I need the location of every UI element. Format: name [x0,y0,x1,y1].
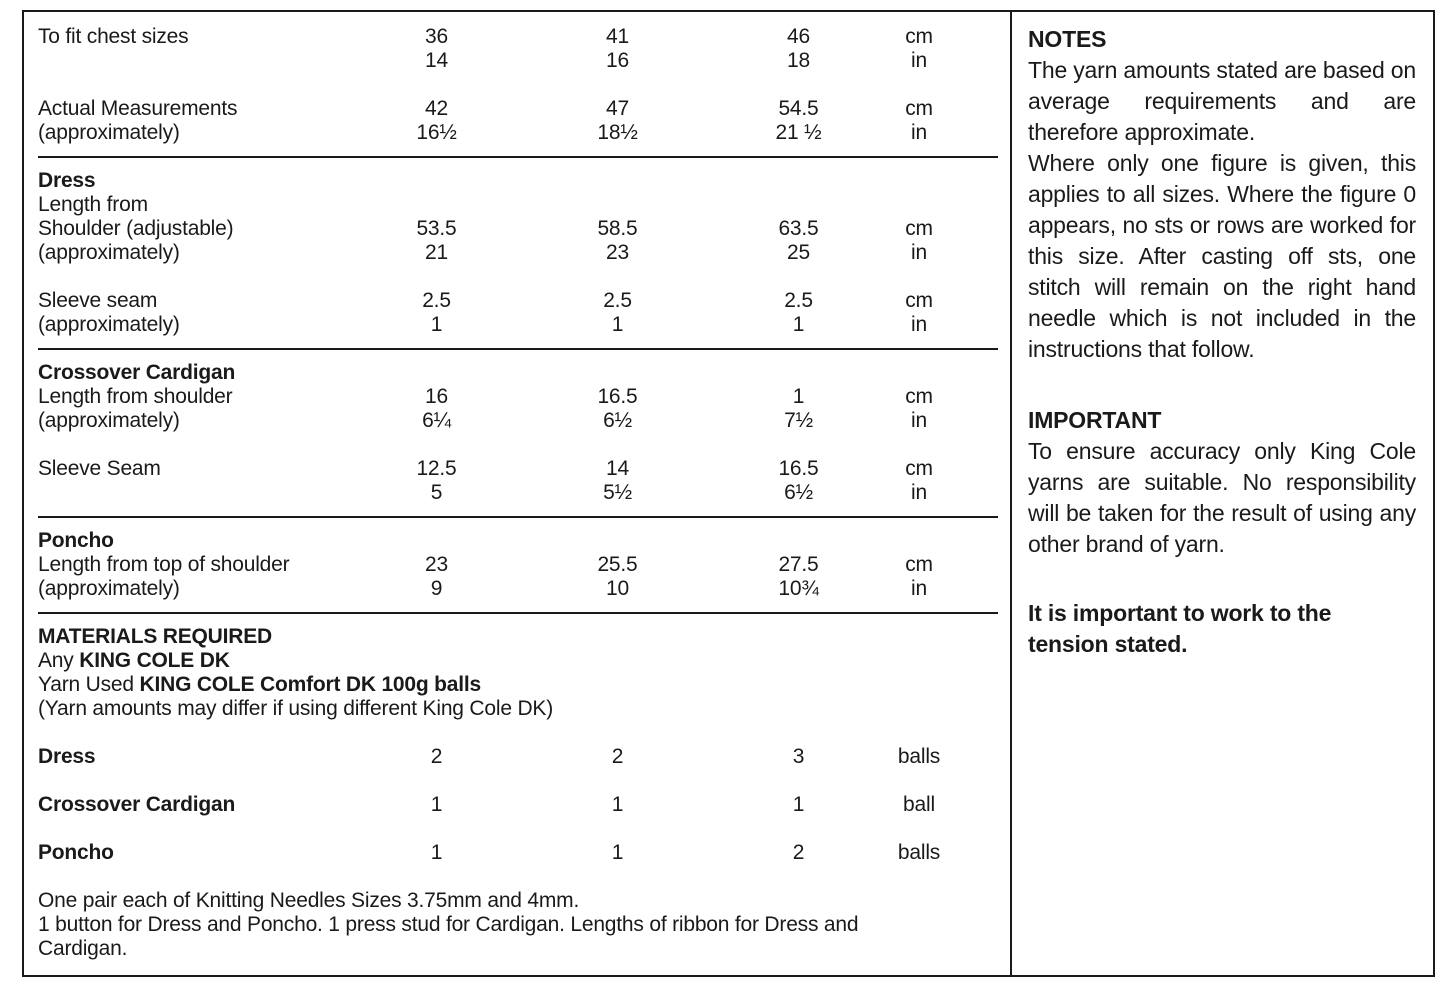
row-label [38,673,949,697]
row-label: (approximately) [38,121,180,144]
row-label-segment: Any [38,649,80,672]
notes-heading: NOTES [1028,26,1107,52]
row-unit: in [911,121,927,144]
table-row [38,385,998,409]
row-value: 18½ [597,121,638,144]
row-value: 7½ [784,409,813,432]
row-unit: ball [903,793,935,816]
row-value: 5½ [603,481,632,504]
row-value: 41 [606,25,629,48]
row-value: 1 [792,313,805,336]
row-value: 46 [787,25,810,48]
row-unit: cm [905,553,933,576]
row-value: 16½ [416,121,457,144]
row-label: Poncho [38,841,114,864]
row-label-bold-segment: KING COLE Comfort DK 100g balls [139,673,482,696]
row-label: Sleeve seam [38,289,158,312]
row-value: 2.5 [422,289,451,312]
row-label: Crossover Cardigan [38,361,236,384]
row-value: 21 [425,241,448,264]
row-label: Actual Measurements [38,97,238,120]
row-value: 14 [606,457,629,480]
row-spacer [38,73,998,97]
row-spacer [38,817,998,841]
row-value: 53.5 [416,217,457,240]
row-unit: cm [905,25,933,48]
row-value: 58.5 [597,217,638,240]
row-value: 16.5 [778,457,819,480]
row-label: Crossover Cardigan [38,793,236,816]
row-spacer [38,865,998,889]
row-value: 2 [430,745,443,768]
row-value: 1 [430,841,443,864]
table-row [38,217,998,241]
table-row [38,553,998,577]
row-unit: in [911,49,927,72]
row-value: 21 ½ [775,121,822,144]
table-row [38,241,998,265]
section-divider [38,516,998,518]
table-row [38,361,998,385]
row-label: Length from shoulder [38,385,233,408]
row-value: 36 [425,25,448,48]
row-label-bold-segment: KING COLE DK [79,649,230,672]
row-unit: cm [905,217,933,240]
table-row [38,97,998,121]
row-value: 18 [787,49,810,72]
row-value: 1 [430,313,443,336]
important-paragraph: To ensure accuracy only King Cole yarns are suitable. No responsibility will be taken for the result of using any other brand of yarn. [1028,438,1416,557]
row-unit: in [911,481,927,504]
row-value: 25 [787,241,810,264]
row-value: 16 [606,49,629,72]
table-text-row [38,889,998,913]
row-label: Sleeve Seam [38,457,161,480]
row-value: 2.5 [784,289,813,312]
section-divider [38,348,998,350]
notes-paragraph-1: The yarn amounts stated are based on average requirements and are therefore approximate. [1028,57,1416,145]
row-value: 5 [430,481,443,504]
row-value: 63.5 [778,217,819,240]
row-value: 47 [606,97,629,120]
table-row [38,673,998,697]
important-heading: IMPORTANT [1028,407,1162,433]
row-value: 10¾ [778,577,819,600]
row-unit: in [911,577,927,600]
row-unit: cm [905,457,933,480]
measurements-table [38,25,998,961]
row-label: (Yarn amounts may differ if using different King Cole DK) [38,697,554,720]
table-row [38,745,998,769]
row-unit: cm [905,289,933,312]
row-value: 12.5 [416,457,457,480]
table-row [38,793,998,817]
row-value: 6½ [784,481,813,504]
row-value: 14 [425,49,448,72]
table-row [38,529,998,553]
table-row [38,649,998,673]
table-row [38,121,998,145]
row-value: 25.5 [597,553,638,576]
row-value: 1 [430,793,443,816]
row-label: (approximately) [38,241,180,264]
row-value: 54.5 [778,97,819,120]
row-label [38,49,346,73]
measurements-panel [24,12,1012,975]
row-value: 6½ [603,409,632,432]
table-row [38,841,998,865]
row-value: 42 [425,97,448,120]
table-row [38,313,998,337]
row-label: (approximately) [38,313,180,336]
row-value: 3 [792,745,805,768]
table-row [38,625,998,649]
section-divider [38,156,998,158]
row-unit: in [911,409,927,432]
table-row [38,289,998,313]
table-row [38,409,998,433]
table-row [38,193,998,217]
row-value: 1 [611,793,624,816]
row-value: 2 [611,745,624,768]
row-value: 1 [611,841,624,864]
row-label-segment: Yarn Used [38,673,140,696]
row-value: 16.5 [597,385,638,408]
row-label [38,649,949,673]
table-row [38,25,998,49]
notes-paragraph-2: Where only one figure is given, this applies to all sizes. Where the figure 0 appears, no sts or rows are worked for this size. After casting off sts, one stitch will remain on the right hand needle which is not included in the instructions that follow. [1028,150,1416,362]
table-row [38,481,998,505]
row-value: 16 [425,385,448,408]
pattern-document [22,10,1435,977]
row-unit: cm [905,385,933,408]
row-value: 2.5 [603,289,632,312]
row-label: 1 button for Dress and Poncho. 1 press stud for Cardigan. Lengths of ribbon for Dress and Cardigan. [38,913,859,960]
tension-note: It is important to work to the tension stated. [1028,600,1332,657]
row-label: Length from [38,193,148,216]
notes-panel [1012,12,1433,975]
table-row [38,169,998,193]
row-label: One pair each of Knitting Needles Sizes 3.75mm and 4mm. [38,889,580,912]
row-label [38,481,346,505]
row-label: Poncho [38,529,114,552]
row-unit: in [911,313,927,336]
row-spacer [38,433,998,457]
row-value: 23 [425,553,448,576]
row-value: 9 [430,577,443,600]
row-value: 1 [792,385,805,408]
row-value: 1 [792,793,805,816]
row-label: To fit chest sizes [38,25,189,48]
section-divider [38,612,998,614]
row-unit: cm [905,97,933,120]
row-label: Dress [38,169,96,192]
table-row [38,49,998,73]
row-unit: in [911,241,927,264]
row-unit: balls [897,745,941,768]
row-label: (approximately) [38,409,180,432]
table-row [38,577,998,601]
row-label: Shoulder (adjustable) [38,217,234,240]
row-value: 2 [792,841,805,864]
table-text-row [38,913,998,961]
row-spacer [38,769,998,793]
row-unit: balls [897,841,941,864]
row-label: (approximately) [38,577,180,600]
table-row [38,697,998,721]
row-label: Length from top of shoulder [38,553,290,576]
row-value: 23 [606,241,629,264]
row-spacer [38,265,998,289]
row-value: 6¼ [422,409,451,432]
row-value: 10 [606,577,629,600]
row-spacer [38,721,998,745]
row-label: MATERIALS REQUIRED [38,625,273,648]
row-value: 1 [611,313,624,336]
row-label: Dress [38,745,96,768]
table-row [38,457,998,481]
row-value: 27.5 [778,553,819,576]
